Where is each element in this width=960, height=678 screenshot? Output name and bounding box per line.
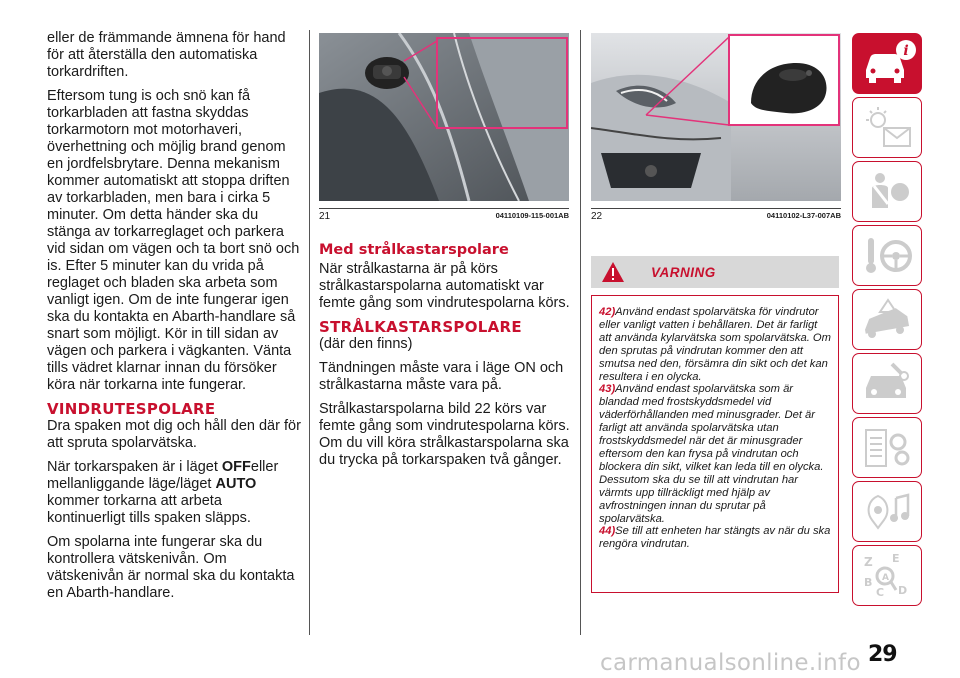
warning-item — [599, 306, 832, 383]
column-divider — [580, 30, 581, 635]
paragraph: Tändningen måste vara i läge ON och strålkastarna måste vara på. — [319, 360, 564, 393]
figure-22-caption — [591, 208, 841, 222]
svg-text:D: D — [898, 584, 908, 597]
car-info-icon — [858, 38, 918, 90]
key-steering-wheel-icon — [858, 230, 918, 282]
tab-starting-driving[interactable] — [852, 225, 922, 286]
tab-multimedia[interactable] — [852, 481, 922, 542]
tab-warning-lights[interactable] — [852, 97, 922, 158]
page-number: 29 — [868, 642, 897, 667]
car-maintenance-icon — [858, 358, 918, 410]
text: kommer torkarna att arbeta kontinuerligt tills spaken släpps. — [47, 493, 251, 526]
specifications-gears-icon — [858, 422, 918, 474]
warning-ref: 43) — [599, 383, 616, 396]
seatbelt-airbag-icon — [858, 166, 918, 218]
tab-car-info[interactable] — [852, 33, 922, 94]
warning-text: Se till att enheten har stängts av när du ska rengöra vindrutan. — [599, 525, 831, 551]
warning-item — [599, 383, 832, 525]
section-heading-windshield-washer: VINDRUTESPOLARE — [47, 400, 216, 418]
warning-ref: 44) — [599, 525, 616, 538]
warning-text: Använd endast spolarvätska som är blandad med frostskyddsmedel vid väderförhållanden med minusgrader. Det är farligt att använda spolarvätska utan frostskyddsmedel när det är minusgrader eftersom den kan frysa på vindrutan och blockera din sikt, vilket kan leda till en olycka. Dessutom ska du se till att vindrutan har värmts upp tillräckligt med hjälp av avfrostningen innan du sprutar på spolarvätska. — [599, 383, 824, 525]
headlamp-washer-illustration — [591, 33, 841, 201]
off-label: OFF — [221, 459, 251, 475]
left-column — [47, 30, 303, 609]
section-heading-headlamp-washer: STRÅLKASTARSPOLARE — [319, 318, 522, 336]
svg-text:A: A — [882, 573, 889, 583]
paragraph: Om spolarna inte fungerar ska du kontrollera vätskenivån. Om vätskenivån är normal ska du kontakta en Abarth-handlare. — [47, 534, 295, 601]
figure-21-image — [319, 33, 569, 201]
warning-text: Använd endast spolarvätska för vindrutor eller vanligt vatten i behållaren. Det är farligt att använda kylarvätska som spolarvätska. Om den sprutas på vindrutan kommer den att smutsa ned den, försämra din sikt och det kan resultera i en olycka. — [599, 306, 831, 383]
svg-text:B: B — [864, 576, 873, 589]
figure-number: 21 — [319, 211, 331, 222]
warning-item — [599, 525, 832, 551]
figure-code: 04110102-L37-007AB — [766, 211, 841, 220]
tab-emergency[interactable] — [852, 289, 922, 350]
middle-column — [319, 242, 571, 476]
paragraph — [47, 459, 303, 527]
multimedia-music-icon — [858, 486, 918, 538]
svg-text:C: C — [876, 586, 885, 599]
warning-header — [591, 256, 839, 288]
paragraph: Strålkastarspolarna bild 22 körs var femte gång som vindrutespolarna körs. Om du vill köra strålkastarspolarna ska du trycka på torkarspaken två gånger. — [319, 401, 570, 468]
tab-technical-data[interactable] — [852, 417, 922, 478]
alphabetical-index-icon — [858, 550, 918, 602]
tab-maintenance[interactable] — [852, 353, 922, 414]
warning-ref: 42) — [599, 306, 616, 318]
paragraph: När strålkastarna är på körs strålkastarspolarna automatiskt var femte gång som vindrutespolarna körs. — [319, 261, 570, 311]
warning-lights-message-icon — [858, 102, 918, 154]
warning-triangle-icon — [601, 261, 625, 283]
paragraph: Dra spaken mot dig och håll den där för att spruta spolarvätska. — [47, 418, 301, 451]
figure-code: 04110109-115-001AB — [495, 211, 569, 220]
text: När torkarspaken är i läget — [47, 459, 222, 475]
paragraph: Eftersom tung is och snö kan få torkarbladen att fastna skyddas torkarmotorn mot motorhaveri, överhettning och möjlig brand genom en jordfelsbrytare. Denna mekanism kommer automatiskt att stoppa driften av torkarbladen, men bara i cirka 5 minuter. Om detta händer ska du stänga av torkarreglaget och parkera vid sidan om vägen och ta bort snö och is. Efter 5 minuter kan du vrida på reglaget och bladen ska arbeta som vanligt igen. Om de inte fungerar igen ska du kontakta en Abarth-handlare så snart som möjligt. Kör in till sidan av vägen och parkera i vägkanten. Vänta tills vädret klarnar innan du försöker köra när torkarna inte fungerar. — [47, 88, 300, 393]
figure-number: 22 — [591, 211, 603, 222]
figure-22-image — [591, 33, 841, 201]
svg-text:E: E — [892, 552, 900, 565]
paragraph: eller de främmande ämnena för hand för att återställa den automatiska torkardriften. — [47, 30, 286, 80]
column-divider — [309, 30, 310, 635]
svg-text:i: i — [903, 43, 909, 59]
svg-text:Z: Z — [864, 555, 873, 569]
warning-title: VARNING — [651, 265, 716, 280]
subheading-with-headlamp-washers: Med strålkastarspolare — [319, 242, 509, 258]
auto-label: AUTO — [215, 476, 257, 492]
text: eller mellanliggande läge/läget — [47, 459, 279, 492]
availability-note: (där den finns) — [319, 336, 413, 352]
washer-nozzle-closeup-illustration — [319, 33, 569, 201]
warning-box — [591, 295, 839, 593]
figure-21-caption — [319, 208, 569, 222]
tab-safety[interactable] — [852, 161, 922, 222]
watermark: carmanualsonline.info — [600, 650, 861, 676]
tab-index[interactable] — [852, 545, 922, 606]
car-breakdown-icon — [858, 294, 918, 346]
